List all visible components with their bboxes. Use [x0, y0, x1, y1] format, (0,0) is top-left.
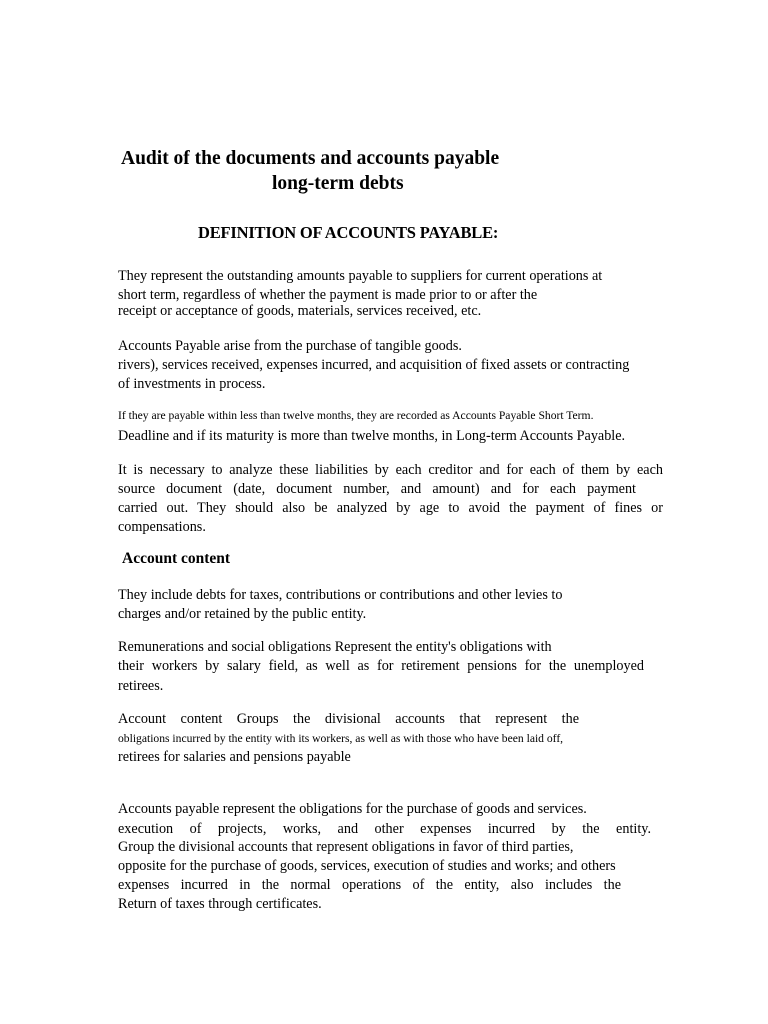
- para7-line-3: retirees for salaries and pensions payable: [118, 749, 351, 765]
- para8-line-2: execution of projects, works, and other expenses incurred by the entity.: [118, 821, 651, 837]
- document-title-line-2: long-term debts: [272, 173, 404, 194]
- para1-line-2: short term, regardless of whether the payment is made prior to or after the: [118, 287, 538, 303]
- para4-line-3: carried out. They should also be analyzed by age to avoid the payment of fines or: [118, 500, 663, 516]
- document-title-line-1: Audit of the documents and accounts payable: [121, 148, 500, 169]
- para5-line-2: charges and/or retained by the public entity.: [118, 606, 367, 622]
- para3-line-1: If they are payable within less than twelve months, they are recorded as Accounts Payable Short Term.: [118, 409, 594, 422]
- section-heading: DEFINITION OF ACCOUNTS PAYABLE:: [198, 223, 499, 242]
- para8-line-3: Group the divisional accounts that represent obligations in favor of third parties,: [118, 839, 574, 855]
- para2-line-1: Accounts Payable arise from the purchase of tangible goods.: [118, 338, 462, 354]
- para7-line-2: obligations incurred by the entity with its workers, as well as with those who have been laid off,: [118, 732, 564, 745]
- para6-line-2: their workers by salary field, as well as for retirement pensions for the unemployed: [118, 658, 644, 674]
- para5-line-1: They include debts for taxes, contributions or contributions and other levies to: [118, 587, 563, 603]
- para6-line-1: Remunerations and social obligations Represent the entity's obligations with: [118, 639, 552, 655]
- para4-line-2: source document (date, document number, and amount) and for each payment: [118, 481, 636, 497]
- para4-line-4: compensations.: [118, 519, 206, 535]
- para8-line-6: Return of taxes through certificates.: [118, 896, 322, 912]
- para2-line-3: of investments in process.: [118, 376, 266, 392]
- para4-line-1: It is necessary to analyze these liabilities by each creditor and for each of them by each: [118, 462, 663, 478]
- para8-line-5: expenses incurred in the normal operations of the entity, also includes the: [118, 877, 621, 893]
- para7-line-1: Account content Groups the divisional accounts that represent the: [118, 711, 579, 727]
- account-content-heading: Account content: [122, 550, 231, 567]
- para6-line-3: retirees.: [118, 678, 164, 694]
- para1-line-1: They represent the outstanding amounts payable to suppliers for current operations at: [118, 268, 603, 284]
- para3-line-2: Deadline and if its maturity is more than twelve months, in Long-term Accounts Payable.: [118, 428, 626, 444]
- para1-line-3: receipt or acceptance of goods, materials, services received, etc.: [118, 303, 482, 319]
- para8-line-4: opposite for the purchase of goods, services, execution of studies and works; and others: [118, 858, 616, 874]
- para8-line-1: Accounts payable represent the obligations for the purchase of goods and services.: [118, 801, 587, 817]
- para2-line-2: rivers), services received, expenses incurred, and acquisition of fixed assets or contracting: [118, 357, 630, 373]
